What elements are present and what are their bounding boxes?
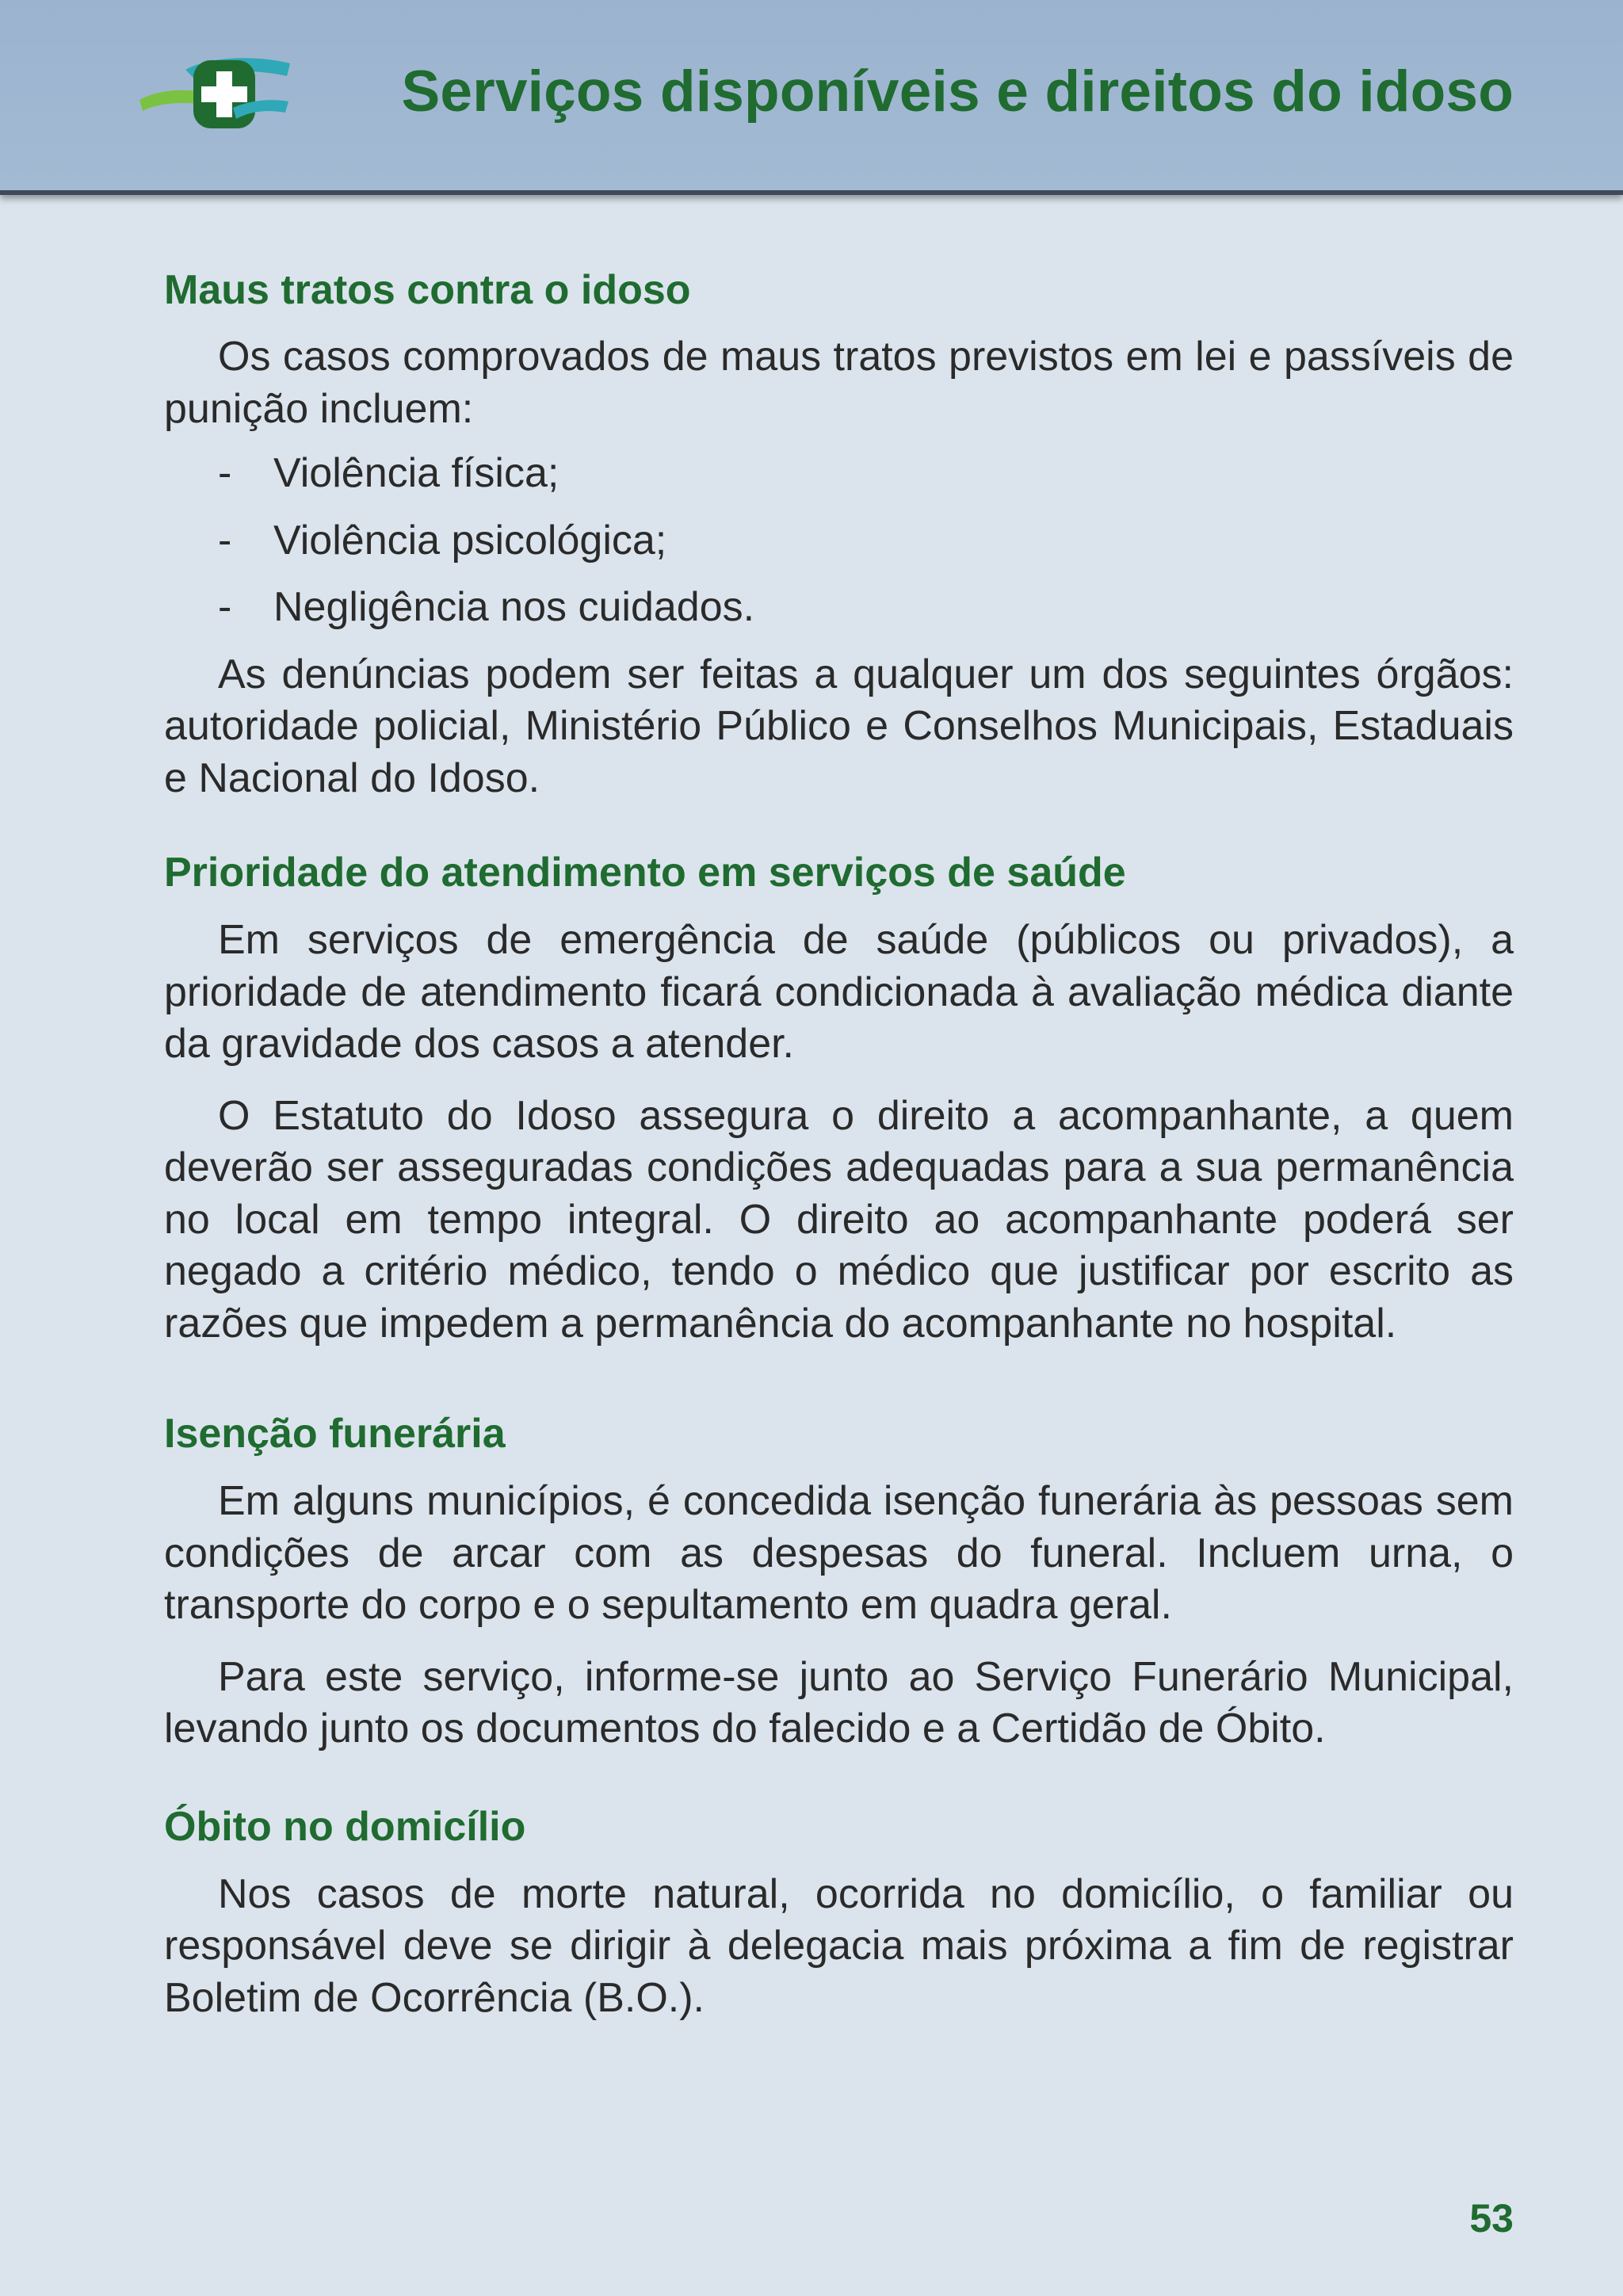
list-bullet: - (218, 517, 232, 563)
list-item (164, 582, 1514, 634)
section-isencao (164, 1405, 1514, 1755)
page-header-title: Serviços disponíveis e direitos do idoso (401, 59, 1514, 124)
list-item-text: Violência física; (273, 450, 559, 496)
page-header (0, 0, 1623, 195)
paragraph: Os casos comprovados de maus tratos previstos em lei e passíveis de punição incluem: (164, 334, 1514, 432)
page-number: 53 (1469, 2196, 1514, 2241)
section-heading: Isenção funerária (164, 1411, 506, 1457)
paragraph: O Estatuto do Idoso assegura o direito a acompanhante, a quem deverão ser asseguradas condições adequadas para a sua permanência no local em tempo integral. O direito ao acompanhante poderá ser negado a critério médico, tendo o médico que justificar por escrito as razões que impedem a permanência do acompanhante no hospital. (164, 1092, 1514, 1347)
abuse-types-list (164, 448, 1514, 634)
list-bullet: - (218, 584, 232, 630)
section-prioridade (164, 844, 1514, 1350)
list-item (164, 515, 1514, 567)
section-obito (164, 1798, 1514, 2025)
section-heading: Óbito no domicílio (164, 1803, 526, 1850)
list-item-text: Violência psicológica; (273, 517, 667, 563)
paragraph: Em alguns municípios, é concedida isenção funerária às pessoas sem condições de arcar com as despesas do funeral. Incluem urna, o transporte do corpo e o sepultamento em quadra geral. (164, 1478, 1514, 1628)
section-heading: Maus tratos contra o idoso (164, 267, 691, 313)
paragraph: Nos casos de morte natural, ocorrida no domicílio, o familiar ou responsável deve se dirigir à delegacia mais próxima a fim de registrar Boletim de Ocorrência (B.O.). (164, 1870, 1514, 2021)
section-maus-tratos (164, 262, 1514, 804)
paragraph: As denúncias podem ser feitas a qualquer um dos seguintes órgãos: autoridade policial, Ministério Público e Conselhos Municipais, Estaduais e Nacional do Idoso. (164, 651, 1514, 801)
health-cross-logo-icon (139, 52, 290, 135)
section-heading: Prioridade do atendimento em serviços de saúde (164, 850, 1126, 896)
page-content (164, 262, 1514, 2024)
paragraph: Para este serviço, informe-se junto ao Serviço Funerário Municipal, levando junto os documentos do falecido e a Certidão de Óbito. (164, 1653, 1514, 1752)
list-item-text: Negligência nos cuidados. (273, 584, 755, 630)
paragraph: Em serviços de emergência de saúde (públicos ou privados), a prioridade de atendimento ficará condicionada à avaliação médica diante da gravidade dos casos a atender. (164, 917, 1514, 1067)
list-item (164, 448, 1514, 500)
list-bullet: - (218, 450, 232, 496)
